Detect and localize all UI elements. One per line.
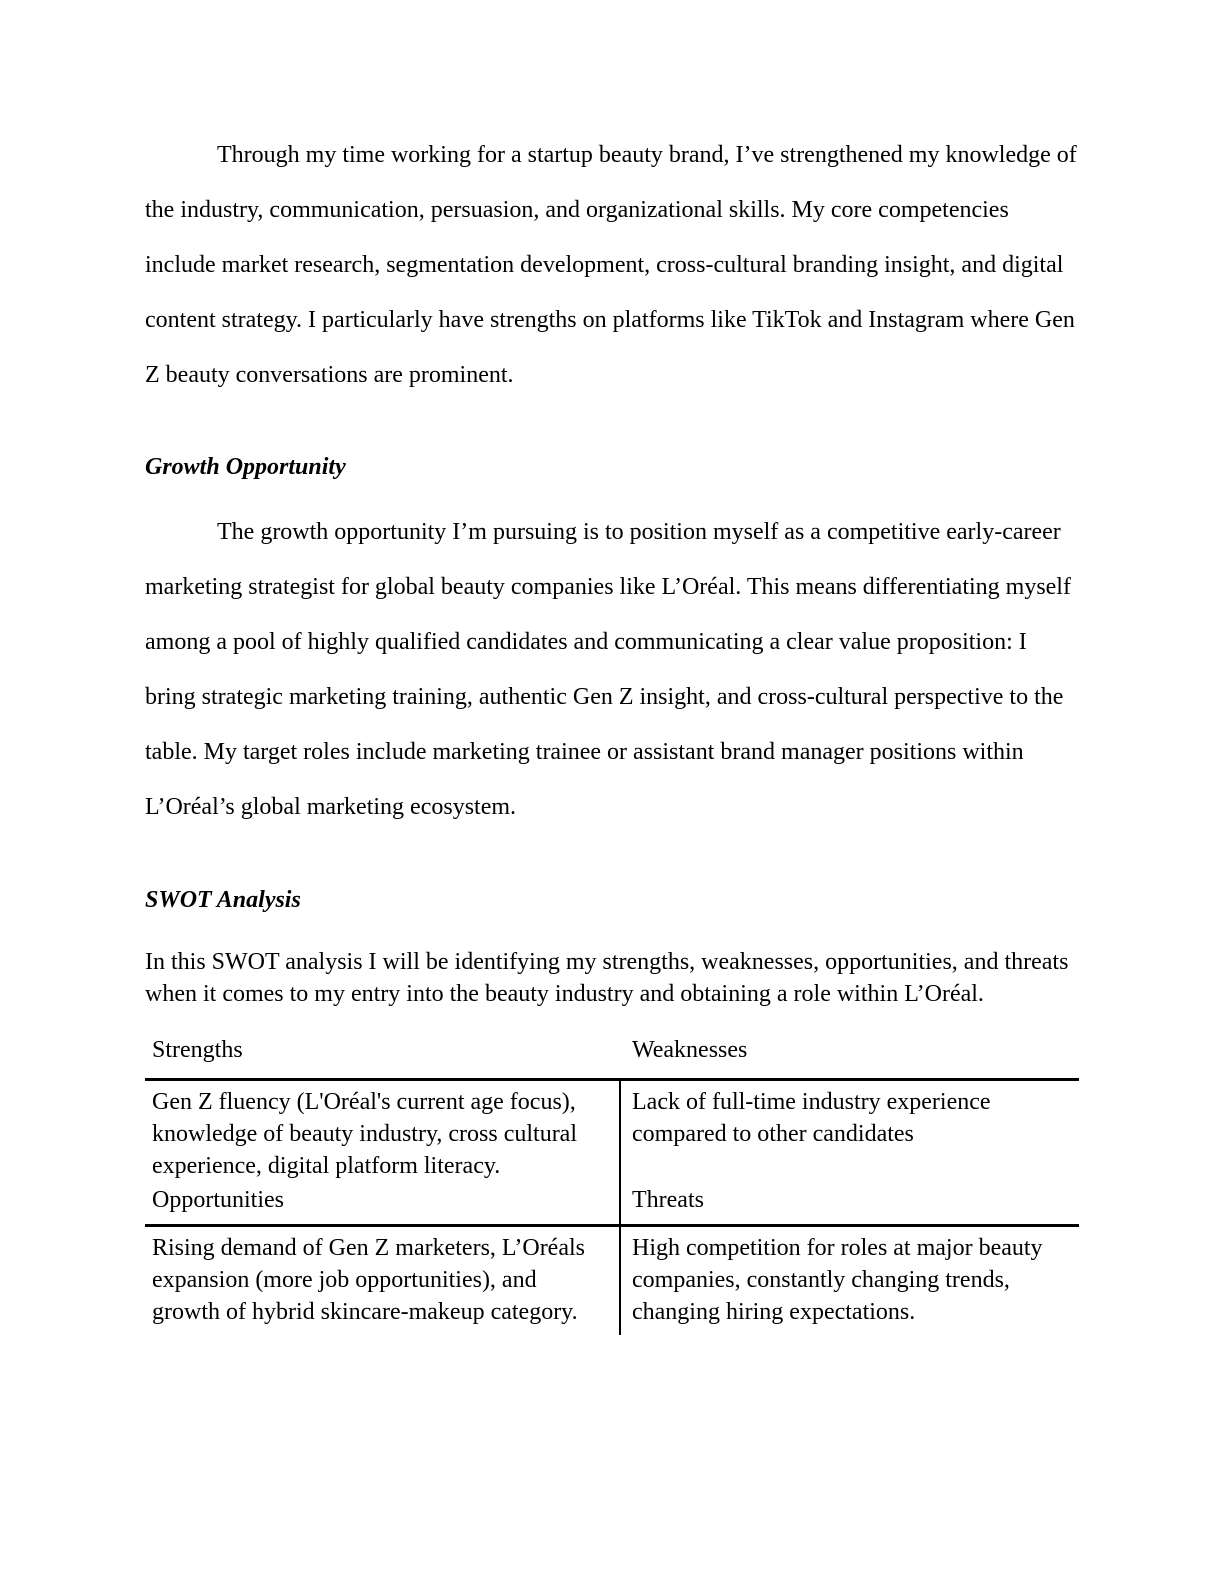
swot-weaknesses-header: Weaknesses [621, 1028, 1079, 1078]
swot-weaknesses-cell: Lack of full-time industry experience compared to other candidates [621, 1078, 1079, 1182]
swot-opportunities-cell: Rising demand of Gen Z marketers, L’Oréals expansion (more job opportunities), and growth of hybrid skincare-makeup category. [145, 1224, 621, 1335]
swot-threats-header: Threats [621, 1182, 1079, 1224]
paragraph-competencies: Through my time working for a startup beauty brand, I’ve strengthened my knowledge of the industry, communication, persuasion, and organizational skills. My core competencies include market research, segmentation development, cross-cultural branding insight, and digital content strategy. I particularly have strengths on platforms like TikTok and Instagram where Gen Z beauty conversations are prominent. [145, 142, 1077, 388]
heading-growth-opportunity: Growth Opportunity [145, 454, 346, 480]
swot-opportunities-header: Opportunities [145, 1182, 621, 1224]
swot-strengths-cell: Gen Z fluency (L'Oréal's current age focus), knowledge of beauty industry, cross cultural experience, digital platform literacy. [145, 1078, 621, 1182]
swot-threats-cell: High competition for roles at major beauty companies, constantly changing trends, changing hiring expectations. [621, 1224, 1079, 1335]
paragraph-swot-intro: In this SWOT analysis I will be identifying my strengths, weaknesses, opportunities, and threats when it comes to my entry into the beauty industry and obtaining a role within L’Oréal. [145, 949, 1069, 1007]
heading-swot-analysis: SWOT Analysis [145, 887, 301, 913]
swot-table [145, 1028, 1079, 1335]
paragraph-growth-opportunity: The growth opportunity I’m pursuing is to position myself as a competitive early-career marketing strategist for global beauty companies like L’Oréal. This means differentiating myself among a pool of highly qualified candidates and communicating a clear value proposition: I bring strategic marketing training, authentic Gen Z insight, and cross-cultural perspective to the table. My target roles include marketing trainee or assistant brand manager positions within L’Oréal’s global marketing ecosystem. [145, 519, 1071, 820]
swot-strengths-header: Strengths [145, 1028, 621, 1078]
